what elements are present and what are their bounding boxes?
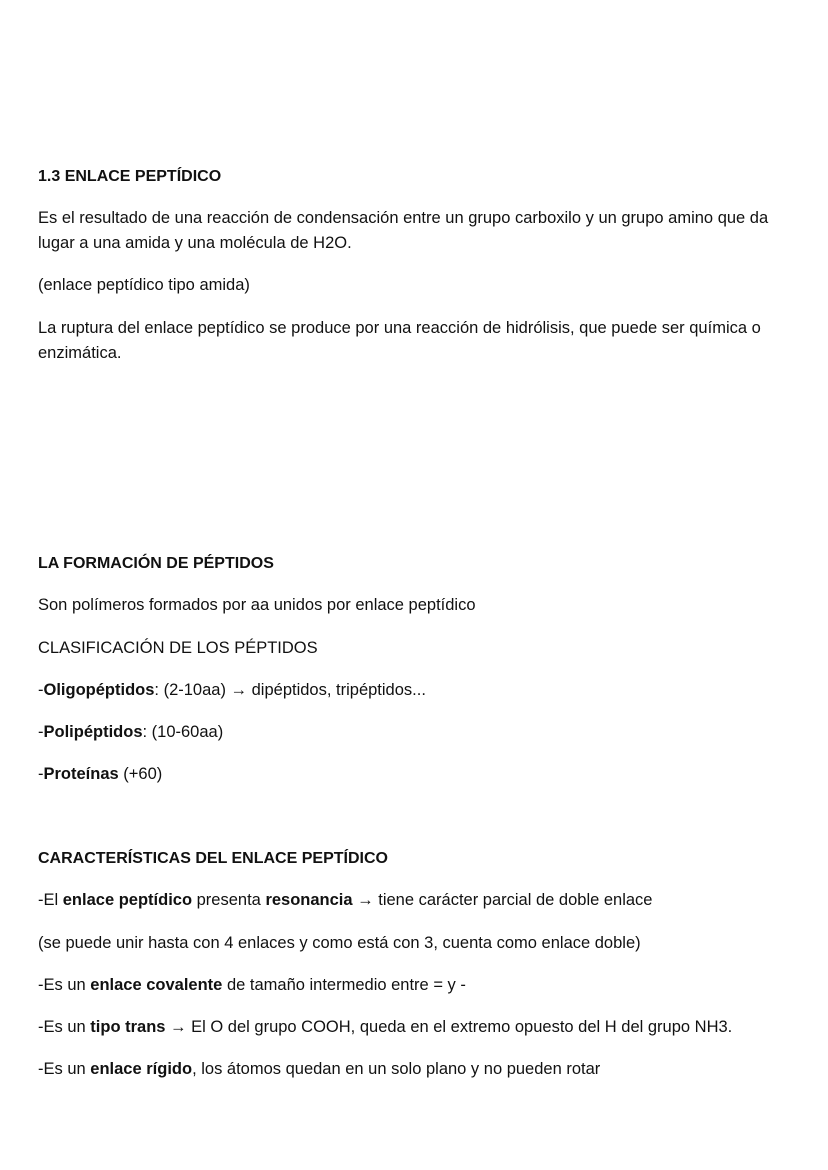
characteristic-resonance (38, 888, 778, 913)
item-prefix: - (38, 723, 44, 741)
text-run: -El (38, 891, 63, 909)
item-term: Proteínas (43, 765, 119, 783)
text-run: , los átomos quedan en un solo plano y no pueden rotar (192, 1060, 601, 1078)
bold-term: enlace covalente (90, 976, 223, 994)
list-item (38, 762, 778, 787)
paragraph-definition: Es el resultado de una reacción de condensación entre un grupo carboxilo y un grupo amino que da lugar a una amida y una molécula de H2O. (38, 209, 769, 252)
item-term: Oligopéptidos (43, 681, 155, 699)
section-heading-caracteristicas: CARACTERÍSTICAS DEL ENLACE PEPTÍDICO (38, 850, 388, 867)
item-prefix: - (38, 681, 44, 699)
list-item (38, 678, 778, 703)
item-detail: : (2-10aa) → dipéptidos, tripéptidos... (154, 681, 426, 699)
section-heading-formacion-peptidos: LA FORMACIÓN DE PÉPTIDOS (38, 555, 274, 572)
item-prefix: - (38, 765, 44, 783)
text-run: → El O del grupo COOH, queda en el extremo opuesto del H del grupo NH3. (165, 1018, 733, 1036)
characteristic-covalent (38, 973, 778, 998)
item-detail: : (10-60aa) (142, 723, 224, 741)
item-term: Polipéptidos (43, 723, 143, 741)
bold-term: resonancia (265, 891, 353, 909)
text-run: -Es un (38, 976, 91, 994)
characteristic-rigid (38, 1057, 778, 1082)
paragraph-polymers: Son polímeros formados por aa unidos por enlace peptídico (38, 596, 476, 614)
paragraph-hydrolysis: La ruptura del enlace peptídico se produce por una reacción de hidrólisis, que puede ser química o enzimática. (38, 319, 761, 362)
text-run: → tiene carácter parcial de doble enlace (352, 891, 653, 909)
text-run: -Es un (38, 1060, 91, 1078)
bold-term: tipo trans (90, 1018, 166, 1036)
text-run: -Es un (38, 1018, 91, 1036)
text-run: de tamaño intermedio entre = y - (222, 976, 466, 994)
characteristic-trans (38, 1015, 808, 1040)
text-run: presenta (192, 891, 266, 909)
paragraph-amide-note: (enlace peptídico tipo amida) (38, 276, 250, 294)
bold-term: enlace peptídico (62, 891, 193, 909)
subheading-clasificacion: CLASIFICACIÓN DE LOS PÉPTIDOS (38, 639, 318, 657)
section-heading-enlace-peptidico: 1.3 ENLACE PEPTÍDICO (38, 168, 222, 185)
list-item (38, 720, 778, 745)
characteristic-note: (se puede unir hasta con 4 enlaces y como está con 3, cuenta como enlace doble) (38, 934, 641, 952)
item-detail: (+60) (118, 765, 163, 783)
bold-term: enlace rígido (90, 1060, 193, 1078)
